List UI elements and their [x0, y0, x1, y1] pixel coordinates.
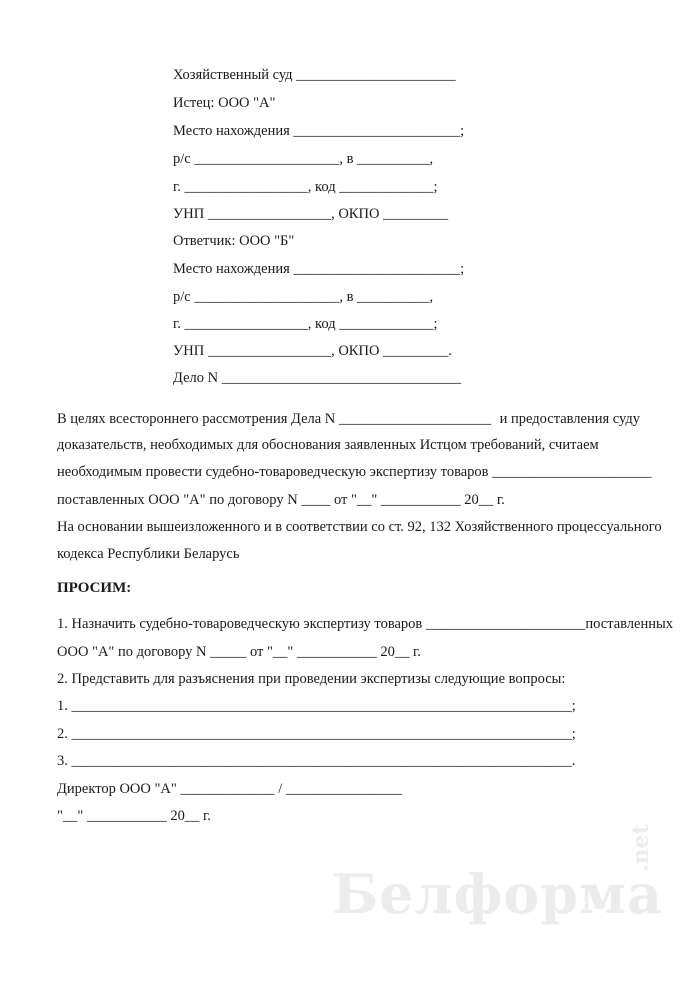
paragraph-1-line-4: поставленных ООО "А" по договору N ____ от "__" ___________ 20__ г.: [57, 492, 505, 508]
case-number-line: Дело N _________________________________: [173, 370, 461, 386]
court-line: Хозяйственный суд ______________________: [173, 67, 456, 83]
request-heading: ПРОСИМ:: [57, 580, 132, 596]
watermark-logo: Белформа: [332, 862, 663, 926]
paragraph-2-line-1: На основании вышеизложенного и в соответствии со ст. 92, 132 Хозяйственного процессуального: [57, 519, 662, 535]
defendant-line: Ответчик: ООО "Б": [173, 233, 295, 249]
paragraph-2-line-2: кодекса Республики Беларусь: [57, 546, 240, 562]
paragraph-1-line-3: необходимым провести судебно-товароведческую экспертизу товаров ______________________: [57, 464, 652, 480]
item-1-line-2: ООО "А" по договору N _____ от "__" ___________ 20__ г.: [57, 644, 421, 660]
signature-line: Директор ООО "А" _____________ / ________________: [57, 781, 402, 797]
item-1-line-1-right: поставленных: [585, 616, 673, 632]
plaintiff-line: Истец: ООО "А": [173, 95, 276, 111]
date-line: "__" ___________ 20__ г.: [57, 808, 211, 824]
defendant-city-line: г. _________________, код _____________;: [173, 316, 438, 332]
watermark-domain: .net: [628, 824, 654, 872]
question-1-line: 1. _____________________________________________________________________;: [57, 698, 576, 714]
item-2-line: 2. Представить для разъяснения при проведении экспертизы следующие вопросы:: [57, 671, 566, 687]
paragraph-1-line-2: доказательств, необходимых для обоснования заявленных Истцом требований, считаем: [57, 437, 599, 453]
paragraph-1-line-1-right: и предоставления суду: [499, 411, 640, 427]
question-3-line: 3. _____________________________________________________________________.: [57, 753, 576, 769]
defendant-unp-line: УНП _________________, ОКПО _________.: [173, 343, 452, 359]
plaintiff-account-line: р/с ____________________, в __________,: [173, 151, 434, 167]
plaintiff-location-line: Место нахождения _______________________;: [173, 123, 465, 139]
item-1-line-1: [57, 615, 673, 633]
plaintiff-city-line: г. _________________, код _____________;: [173, 179, 438, 195]
question-2-line: 2. _____________________________________________________________________;: [57, 726, 576, 742]
defendant-location-line: Место нахождения _______________________;: [173, 261, 465, 277]
plaintiff-unp-line: УНП _________________, ОКПО _________: [173, 206, 449, 222]
paragraph-1-line-1: [57, 410, 640, 428]
paragraph-1-line-1-left: В целях всестороннего рассмотрения Дела N _____________________: [57, 411, 492, 427]
defendant-account-line: р/с ____________________, в __________,: [173, 289, 434, 305]
item-1-line-1-left: 1. Назначить судебно-товароведческую экспертизу товаров ______________________: [57, 616, 586, 632]
